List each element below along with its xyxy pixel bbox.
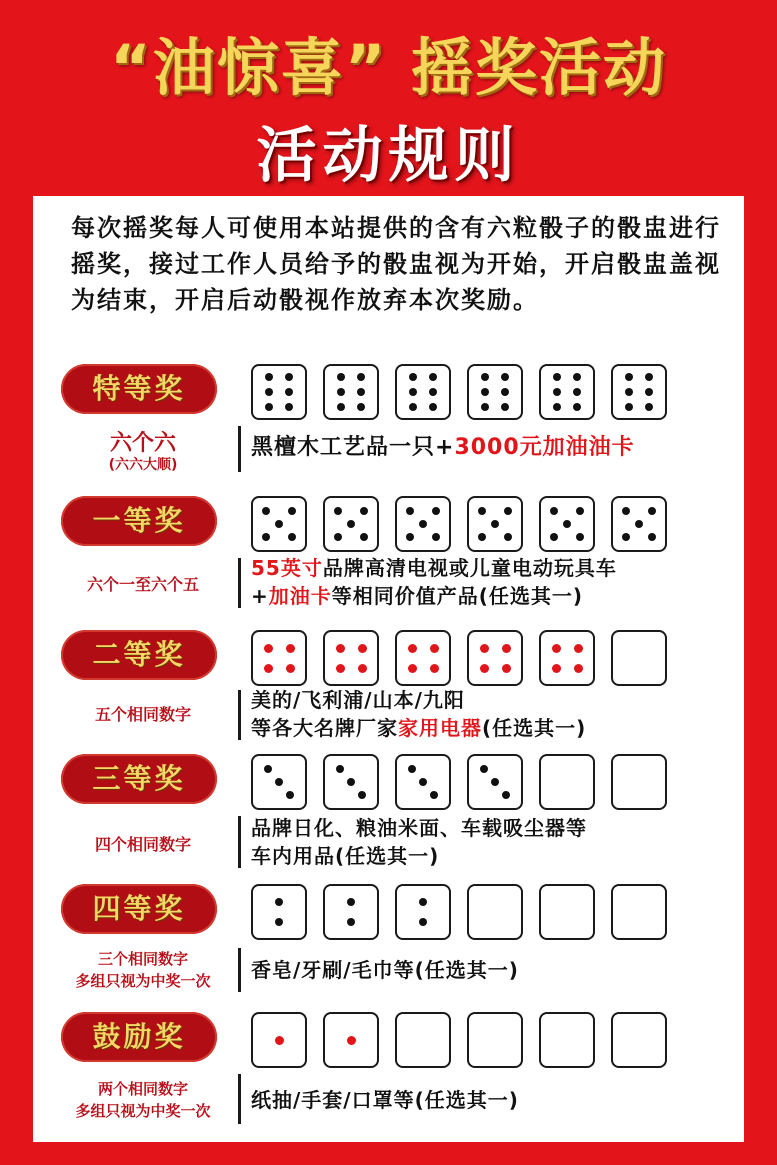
dice-pip <box>406 507 414 515</box>
dice-2 <box>251 884 307 940</box>
dice-pip <box>347 918 355 926</box>
dice-6 <box>611 364 667 420</box>
dice-1 <box>323 1012 379 1068</box>
tier-condition: 三个相同数字 <box>97 950 188 968</box>
dice-6 <box>251 364 307 420</box>
dice-pip <box>275 520 283 528</box>
dice-pip <box>419 778 427 786</box>
dice-pip <box>491 778 499 786</box>
dice-pip <box>552 644 561 653</box>
dice-pip <box>573 373 581 381</box>
dice-pip <box>625 373 633 381</box>
dice-5 <box>395 496 451 552</box>
prize-highlight: 加油卡 <box>268 584 332 608</box>
prize-text: 品牌高清电视或儿童电动玩具车 <box>322 556 617 580</box>
dice-pip <box>360 507 368 515</box>
dice-pip <box>478 507 486 515</box>
dice-pip <box>574 664 583 673</box>
dice-pip <box>563 520 571 528</box>
prize-text: 等相同价值产品(任选其一) <box>331 584 584 608</box>
dice-5 <box>611 496 667 552</box>
dice-pip <box>430 664 439 673</box>
dice-pip <box>360 533 368 541</box>
prize-text: 美的/飞利浦/山本/九阳 <box>251 688 465 712</box>
dice-pip <box>645 373 653 381</box>
dice-pip <box>286 664 295 673</box>
dice-pip <box>409 373 417 381</box>
dice-pip <box>481 373 489 381</box>
dice-4 <box>251 630 307 686</box>
prize-text: + <box>251 584 269 608</box>
tier-condition-note: (六六大顺) <box>108 457 178 473</box>
dice-pip <box>262 533 270 541</box>
dice-pip <box>480 664 489 673</box>
dice-pip <box>275 918 283 926</box>
dice-4 <box>467 630 523 686</box>
dice-blank <box>611 884 667 940</box>
tier-badge: 一等奖 <box>61 496 217 546</box>
dice-blank <box>539 1012 595 1068</box>
dice-pip <box>265 403 273 411</box>
prize-description <box>251 814 731 870</box>
prize-text: 车内用品(任选其一) <box>251 844 440 868</box>
dice-pip <box>419 520 427 528</box>
dice-pip <box>573 388 581 396</box>
dice-pip <box>347 898 355 906</box>
dice-pip <box>334 533 342 541</box>
dice-pip <box>357 373 365 381</box>
dice-pip <box>430 791 438 799</box>
dice-2 <box>395 884 451 940</box>
prize-description <box>251 956 731 984</box>
dice-pip <box>481 403 489 411</box>
dice-3 <box>467 754 523 810</box>
tier-badge: 特等奖 <box>61 364 217 414</box>
prize-highlight: 家用电器 <box>398 716 482 740</box>
dice-pip <box>408 765 416 773</box>
dice-pip <box>625 388 633 396</box>
dice-4 <box>323 630 379 686</box>
dice-pip <box>275 898 283 906</box>
divider-bar <box>238 558 241 608</box>
prize-text: 香皂/牙刷/毛巾等(任选其一) <box>251 958 519 982</box>
divider-bar <box>238 690 241 740</box>
intro-text: 每次摇奖每人可使用本站提供的含有六粒骰子的骰盅进行摇奖，接过工作人员给予的骰盅视为开始，开启骰盅盖视为结束，开启后动骰视作放弃本次奖励。 <box>71 214 721 314</box>
tier-badge: 鼓励奖 <box>61 1012 217 1062</box>
dice-pip <box>357 388 365 396</box>
tier-badge: 二等奖 <box>61 630 217 680</box>
dice-pip <box>429 388 437 396</box>
dice-pip <box>419 898 427 906</box>
prize-description <box>251 1086 731 1114</box>
dice-pip <box>648 533 656 541</box>
prize-line-1 <box>251 814 731 842</box>
dice-pip <box>553 403 561 411</box>
dice-pip <box>262 507 270 515</box>
dice-pip <box>480 644 489 653</box>
dice-pip <box>336 664 345 673</box>
dice-pip <box>288 533 296 541</box>
tier-badge: 三等奖 <box>61 754 217 804</box>
dice-pip <box>285 373 293 381</box>
prize-text: (任选其一) <box>482 716 587 740</box>
dice-blank <box>467 1012 523 1068</box>
dice-pip <box>408 664 417 673</box>
dice-pip <box>645 388 653 396</box>
dice-pip <box>264 644 273 653</box>
dice-row <box>251 754 691 810</box>
dice-blank <box>611 1012 667 1068</box>
dice-6 <box>395 364 451 420</box>
dice-pip <box>358 791 366 799</box>
dice-pip <box>550 533 558 541</box>
dice-2 <box>323 884 379 940</box>
prize-highlight: 3000元加油油卡 <box>454 435 635 460</box>
dice-pip <box>275 778 283 786</box>
tier-condition: 五个相同数字 <box>94 705 191 724</box>
prize-line-2 <box>251 842 731 870</box>
tier-condition: 六个一至六个五 <box>86 575 199 594</box>
dice-pip <box>648 507 656 515</box>
dice-pip <box>550 507 558 515</box>
dice-pip <box>347 778 355 786</box>
prize-line-2 <box>251 714 731 742</box>
prize-line-2 <box>251 582 731 610</box>
dice-4 <box>539 630 595 686</box>
dice-pip <box>635 520 643 528</box>
dice-3 <box>323 754 379 810</box>
rules-panel <box>33 196 744 1142</box>
dice-1 <box>251 1012 307 1068</box>
dice-pip <box>347 520 355 528</box>
dice-pip <box>491 520 499 528</box>
divider-bar <box>238 1074 241 1124</box>
dice-pip <box>552 664 561 673</box>
dice-pip <box>334 507 342 515</box>
dice-pip <box>336 644 345 653</box>
dice-6 <box>467 364 523 420</box>
dice-pip <box>478 533 486 541</box>
tier-condition: 两个相同数字 <box>97 1080 188 1098</box>
dice-pip <box>645 403 653 411</box>
dice-5 <box>467 496 523 552</box>
dice-pip <box>553 373 561 381</box>
dice-pip <box>409 388 417 396</box>
prize-line-1 <box>251 686 731 714</box>
dice-3 <box>251 754 307 810</box>
dice-pip <box>429 373 437 381</box>
dice-pip <box>502 664 511 673</box>
dice-6 <box>539 364 595 420</box>
dice-pip <box>357 403 365 411</box>
tier-condition-note: 多组只视为中奖一次 <box>75 972 211 990</box>
dice-pip <box>501 388 509 396</box>
dice-pip <box>347 1036 356 1045</box>
dice-pip <box>502 644 511 653</box>
dice-pip <box>501 373 509 381</box>
dice-pip <box>553 388 561 396</box>
divider-bar <box>238 948 241 992</box>
dice-pip <box>622 507 630 515</box>
dice-pip <box>265 388 273 396</box>
dice-pip <box>286 791 294 799</box>
dice-pip <box>265 373 273 381</box>
dice-pip <box>480 765 488 773</box>
prize-description <box>251 554 731 610</box>
dice-pip <box>625 403 633 411</box>
dice-pip <box>430 644 439 653</box>
dice-6 <box>323 364 379 420</box>
dice-5 <box>251 496 307 552</box>
dice-pip <box>429 403 437 411</box>
dice-blank <box>611 754 667 810</box>
dice-pip <box>336 765 344 773</box>
dice-5 <box>539 496 595 552</box>
dice-4 <box>395 630 451 686</box>
dice-blank <box>611 630 667 686</box>
prize-text: 等各大名牌厂家 <box>251 716 398 740</box>
prize-highlight: 55英寸 <box>251 556 323 580</box>
divider-bar <box>238 816 241 868</box>
dice-pip <box>264 765 272 773</box>
dice-blank <box>467 884 523 940</box>
dice-pip <box>264 664 273 673</box>
dice-pip <box>337 403 345 411</box>
prize-text: 品牌日化、粮油米面、车载吸尘器等 <box>251 816 587 840</box>
dice-pip <box>408 644 417 653</box>
dice-pip <box>285 403 293 411</box>
tier-badge: 四等奖 <box>61 884 217 934</box>
dice-3 <box>395 754 451 810</box>
dice-pip <box>574 644 583 653</box>
dice-pip <box>622 533 630 541</box>
dice-pip <box>288 507 296 515</box>
dice-pip <box>573 403 581 411</box>
prize-line-1 <box>251 554 731 582</box>
dice-pip <box>432 533 440 541</box>
divider-bar <box>238 426 241 472</box>
dice-blank <box>395 1012 451 1068</box>
dice-pip <box>275 1036 284 1045</box>
prize-description <box>251 686 731 742</box>
dice-blank <box>539 884 595 940</box>
dice-pip <box>501 403 509 411</box>
dice-row <box>251 884 691 940</box>
dice-row <box>251 630 691 686</box>
tier-condition: 四个相同数字 <box>94 835 191 854</box>
dice-pip <box>406 533 414 541</box>
dice-pip <box>337 388 345 396</box>
dice-5 <box>323 496 379 552</box>
dice-pip <box>358 664 367 673</box>
dice-pip <box>285 388 293 396</box>
dice-pip <box>576 533 584 541</box>
dice-pip <box>358 644 367 653</box>
dice-pip <box>419 918 427 926</box>
dice-row <box>251 1012 691 1068</box>
tier-condition-note: 多组只视为中奖一次 <box>75 1102 211 1120</box>
dice-row <box>251 496 691 552</box>
prize-text: 纸抽/手套/口罩等(任选其一) <box>251 1088 519 1112</box>
dice-row <box>251 364 691 420</box>
prize-text: 黑檀木工艺品一只+ <box>251 435 455 460</box>
dice-pip <box>432 507 440 515</box>
dice-pip <box>502 791 510 799</box>
poster-title: “油惊喜” 摇奖活动 <box>109 31 668 104</box>
poster-subtitle: 活动规则 <box>256 121 521 191</box>
prize-description <box>251 434 731 462</box>
dice-pip <box>504 507 512 515</box>
dice-pip <box>481 388 489 396</box>
dice-pip <box>576 507 584 515</box>
dice-blank <box>539 754 595 810</box>
dice-pip <box>286 644 295 653</box>
dice-pip <box>504 533 512 541</box>
tier-condition: 六个六 <box>109 431 176 456</box>
dice-pip <box>409 403 417 411</box>
dice-pip <box>337 373 345 381</box>
